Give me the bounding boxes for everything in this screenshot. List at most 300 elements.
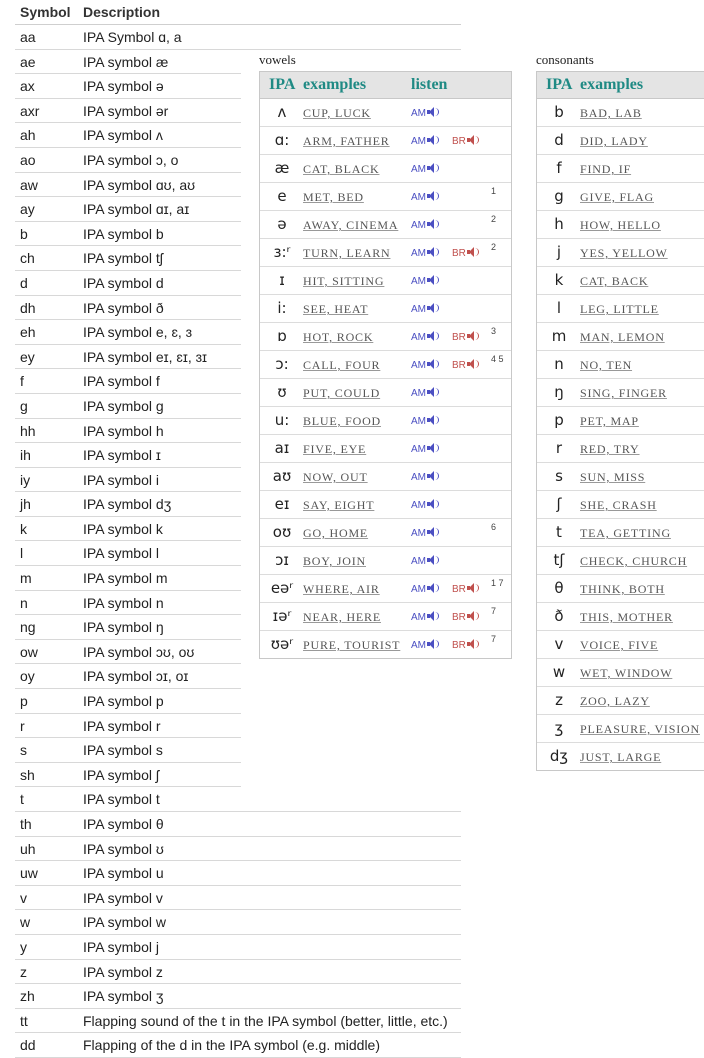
description-cell: IPA symbol ʊ xyxy=(83,840,164,857)
example-words[interactable]: LEG, LITTLE xyxy=(580,302,659,316)
symbol-cell: uw xyxy=(20,865,38,882)
description-cell: IPA symbol s xyxy=(83,742,163,759)
footnote-ref[interactable]: 4 5 xyxy=(491,354,504,364)
example-words[interactable]: YES, YELLOW xyxy=(580,246,668,260)
ipa-symbol: r xyxy=(555,439,563,457)
example-words[interactable]: NO, TEN xyxy=(580,358,633,372)
ipa-symbol: b xyxy=(554,103,564,121)
footnote-ref[interactable]: 2 xyxy=(491,214,497,224)
example-words[interactable]: PLEASURE, VISION xyxy=(580,722,700,736)
ipa-symbol: ð xyxy=(554,607,564,625)
am-label: AM xyxy=(411,360,426,371)
description-cell: IPA symbol dʒ xyxy=(83,496,172,513)
am-audio-button[interactable] xyxy=(411,611,438,623)
symbol-cell: l xyxy=(20,545,24,562)
example-words[interactable]: GIVE, FLAG xyxy=(580,190,654,204)
example-words[interactable]: SAY, EIGHT xyxy=(303,498,375,512)
example-words[interactable]: NOW, OUT xyxy=(303,470,368,484)
ipa-symbol: u: xyxy=(274,411,290,429)
ipa-symbol: ɪ xyxy=(279,271,285,289)
ipa-symbol: i: xyxy=(277,299,287,317)
consonant-row xyxy=(537,99,704,127)
example-words[interactable]: SING, FINGER xyxy=(580,386,667,400)
am-label: AM xyxy=(411,164,426,175)
am-audio-button[interactable] xyxy=(411,163,438,175)
description-cell: IPA symbol ɔ, o xyxy=(83,151,179,168)
ipa-symbol: f xyxy=(556,159,562,177)
ipa-symbol: aʊ xyxy=(272,467,292,485)
am-audio-button[interactable] xyxy=(411,527,438,539)
example-words[interactable]: CALL, FOUR xyxy=(303,358,381,372)
symbol-cell: hh xyxy=(20,422,36,439)
ipa-symbol: d xyxy=(554,131,564,149)
am-audio-button[interactable] xyxy=(411,247,438,259)
description-cell: IPA symbol θ xyxy=(83,816,164,832)
speaker-icon[interactable] xyxy=(467,639,478,649)
speaker-icon[interactable] xyxy=(467,331,478,341)
description-cell: IPA symbol ð xyxy=(83,299,164,316)
ipa-symbol: e xyxy=(277,187,287,205)
speaker-icon[interactable] xyxy=(427,387,438,397)
speaker-icon[interactable] xyxy=(427,191,438,201)
am-label: AM xyxy=(411,584,426,595)
symbol-cell: b xyxy=(20,225,28,242)
am-label: AM xyxy=(411,108,426,119)
footnote-ref[interactable]: 7 xyxy=(491,606,497,616)
symbol-cell: f xyxy=(20,373,24,390)
example-words[interactable]: SEE, HEAT xyxy=(303,302,369,316)
footnote-ref[interactable]: 7 xyxy=(491,634,497,644)
am-audio-button[interactable] xyxy=(411,415,438,427)
vowels-header xyxy=(260,72,511,99)
speaker-icon[interactable] xyxy=(467,247,478,257)
br-label: BR xyxy=(452,584,466,595)
ipa-symbol: v xyxy=(554,635,564,653)
ipa-symbol: eəʳ xyxy=(270,579,294,597)
table-row xyxy=(15,763,461,788)
vowel-row xyxy=(260,463,511,491)
description-cell: IPA symbol æ xyxy=(83,53,169,70)
example-words[interactable]: DID, LADY xyxy=(580,134,648,148)
consonant-row xyxy=(537,575,704,603)
example-words[interactable]: CHECK, CHURCH xyxy=(580,554,688,568)
consonant-row xyxy=(537,211,704,239)
am-label: AM xyxy=(411,612,426,623)
br-audio-button[interactable] xyxy=(452,331,478,343)
example-words[interactable]: CAT, BLACK xyxy=(303,162,380,176)
br-audio-button[interactable] xyxy=(452,639,478,651)
symbol-cell: sh xyxy=(20,766,35,783)
consonant-row xyxy=(537,603,704,631)
description-cell: IPA symbol ɑʊ, aʊ xyxy=(83,176,196,193)
description-cell: IPA symbol t xyxy=(83,791,160,808)
vowel-row xyxy=(260,631,511,658)
ipa-symbol: ɔɪ xyxy=(275,551,289,569)
vowels-title: vowels xyxy=(259,52,296,67)
consonant-row xyxy=(537,239,704,267)
consonants-ipa-header: IPA xyxy=(546,76,573,93)
ipa-symbol: ʒ xyxy=(554,719,564,737)
speaker-icon[interactable] xyxy=(427,443,438,453)
ipa-symbol: eɪ xyxy=(274,495,290,513)
example-words[interactable]: ARM, FATHER xyxy=(303,134,390,148)
speaker-icon[interactable] xyxy=(427,415,438,425)
example-words[interactable]: GO, HOME xyxy=(303,526,369,540)
ipa-symbol: oʊ xyxy=(272,523,292,541)
consonant-row xyxy=(537,491,704,519)
description-cell: IPA symbol ŋ xyxy=(83,619,164,636)
speaker-icon[interactable] xyxy=(427,135,438,145)
symbol-cell: jh xyxy=(20,496,31,513)
example-words[interactable]: PET, MAP xyxy=(580,414,639,428)
ipa-symbol: ɜ:ʳ xyxy=(273,243,291,261)
consonant-row xyxy=(537,323,704,351)
description-cell: IPA symbol g xyxy=(83,397,164,414)
description-cell: IPA symbol i xyxy=(83,471,159,488)
symbol-cell: m xyxy=(20,570,32,587)
description-cell: IPA symbol ə xyxy=(83,78,164,95)
example-words[interactable]: THINK, BOTH xyxy=(580,582,665,596)
table-row xyxy=(15,689,461,714)
speaker-icon[interactable] xyxy=(427,471,438,481)
example-words[interactable]: NEAR, HERE xyxy=(303,610,381,624)
am-audio-button[interactable] xyxy=(411,107,438,119)
speaker-icon[interactable] xyxy=(467,135,478,145)
description-cell: IPA symbol w xyxy=(83,914,166,931)
am-label: AM xyxy=(411,528,426,539)
description-cell: IPA symbol f xyxy=(83,373,160,390)
example-words[interactable]: WET, WINDOW xyxy=(580,666,673,680)
ipa-symbol: w xyxy=(552,663,566,681)
speaker-icon[interactable] xyxy=(427,583,438,593)
speaker-icon[interactable] xyxy=(427,611,438,621)
br-label: BR xyxy=(452,640,466,651)
footnote-ref[interactable]: 6 xyxy=(491,522,497,532)
ipa-symbol: tʃ xyxy=(553,551,565,569)
ipa-symbol: ʌ xyxy=(277,103,287,121)
vowel-row xyxy=(260,379,511,407)
footnote-ref[interactable]: 2 xyxy=(491,242,497,252)
symbol-cell: zh xyxy=(20,988,35,1005)
table-row xyxy=(15,1009,461,1034)
consonants-panel xyxy=(536,71,704,771)
symbol-cell: y xyxy=(20,938,27,955)
vowel-row xyxy=(260,407,511,435)
ipa-symbol: dʒ xyxy=(549,747,569,765)
am-label: AM xyxy=(411,192,426,203)
example-words[interactable]: BAD, LAB xyxy=(580,106,642,120)
symbol-cell: d xyxy=(20,274,28,291)
example-words[interactable]: TEA, GETTING xyxy=(580,526,671,540)
symbol-cell: aw xyxy=(20,176,38,193)
consonant-row xyxy=(537,295,704,323)
vowel-row xyxy=(260,267,511,295)
ipa-symbol: ʃ xyxy=(556,495,562,513)
example-words[interactable]: WHERE, AIR xyxy=(303,582,380,596)
br-audio-button[interactable] xyxy=(452,359,478,371)
ipa-symbol: z xyxy=(555,691,563,709)
speaker-icon[interactable] xyxy=(427,359,438,369)
description-cell: IPA symbol z xyxy=(83,963,163,980)
am-label: AM xyxy=(411,332,426,343)
example-words[interactable]: THIS, MOTHER xyxy=(580,610,673,624)
symbol-cell: iy xyxy=(20,471,31,488)
description-cell: IPA symbol b xyxy=(83,225,164,242)
description-cell: IPA Symbol ɑ, a xyxy=(83,29,182,45)
consonant-row xyxy=(537,435,704,463)
consonant-row xyxy=(537,547,704,575)
description-cell: IPA symbol p xyxy=(83,693,164,710)
description-cell: IPA symbol tʃ xyxy=(83,250,163,267)
table-row xyxy=(15,935,461,960)
example-words[interactable]: CUP, LUCK xyxy=(303,106,371,120)
am-label: AM xyxy=(411,556,426,567)
example-words[interactable]: BLUE, FOOD xyxy=(303,414,382,428)
footnote-ref[interactable]: 1 7 xyxy=(491,578,504,588)
vowel-row xyxy=(260,239,511,267)
symbol-cell: ch xyxy=(20,250,35,267)
vowel-row xyxy=(260,127,511,155)
table-row xyxy=(15,960,461,985)
example-words[interactable]: CAT, BACK xyxy=(580,274,649,288)
example-words[interactable]: JUST, LARGE xyxy=(580,750,662,764)
example-words[interactable]: MET, BED xyxy=(303,190,364,204)
description-cell: IPA symbol d xyxy=(83,274,164,291)
am-label: AM xyxy=(411,136,426,147)
symbol-cell: s xyxy=(20,742,27,759)
description-cell: IPA symbol h xyxy=(83,422,164,439)
am-audio-button[interactable] xyxy=(411,331,438,343)
footnote-ref[interactable]: 1 xyxy=(491,186,497,196)
description-cell: IPA symbol ʌ xyxy=(83,127,163,144)
consonant-row xyxy=(537,183,704,211)
description-cell: IPA symbol ɔɪ, oɪ xyxy=(83,668,189,685)
ipa-symbol: s xyxy=(555,467,563,485)
ipa-symbol: l xyxy=(556,299,562,317)
ipa-symbol: g xyxy=(554,187,564,205)
symbol-cell: axr xyxy=(20,102,40,119)
example-words[interactable]: PURE, TOURIST xyxy=(303,638,401,652)
speaker-icon[interactable] xyxy=(467,611,478,621)
symbol-cell: aa xyxy=(20,29,36,45)
am-label: AM xyxy=(411,388,426,399)
ipa-symbol: m xyxy=(551,327,567,345)
vowel-row xyxy=(260,351,511,379)
example-words[interactable]: AWAY, CINEMA xyxy=(303,218,399,232)
vowel-row xyxy=(260,323,511,351)
description-column-header: Description xyxy=(83,4,161,20)
vowel-row xyxy=(260,575,511,603)
br-label: BR xyxy=(452,612,466,623)
example-words[interactable]: HOT, ROCK xyxy=(303,330,374,344)
vowel-row xyxy=(260,435,511,463)
table-row xyxy=(15,861,461,886)
table-row xyxy=(15,886,461,911)
ipa-symbol: ɒ xyxy=(277,327,287,345)
example-words[interactable]: HIT, SITTING xyxy=(303,274,385,288)
description-cell: IPA symbol ɪ xyxy=(83,447,161,464)
example-words[interactable]: TURN, LEARN xyxy=(303,246,391,260)
footnote-ref[interactable]: 3 xyxy=(491,326,497,336)
description-cell: IPA symbol ɑɪ, aɪ xyxy=(83,201,190,218)
speaker-icon[interactable] xyxy=(427,555,438,565)
vowels-panel xyxy=(259,71,512,659)
example-words[interactable]: HOW, HELLO xyxy=(580,218,661,232)
symbol-cell: ao xyxy=(20,151,36,168)
symbol-cell: ae xyxy=(20,53,36,70)
speaker-icon[interactable] xyxy=(427,247,438,257)
description-cell: IPA symbol k xyxy=(83,520,163,537)
ipa-symbol: p xyxy=(554,411,564,429)
description-cell: IPA symbol ər xyxy=(83,102,169,119)
symbol-cell: tt xyxy=(20,1012,28,1029)
description-cell: IPA symbol ɔʊ, oʊ xyxy=(83,643,195,660)
symbol-cell: dd xyxy=(20,1037,36,1054)
am-label: AM xyxy=(411,640,426,651)
vowel-row xyxy=(260,211,511,239)
speaker-icon[interactable] xyxy=(467,359,478,369)
consonant-row xyxy=(537,687,704,715)
am-label: AM xyxy=(411,304,426,315)
symbol-cell: z xyxy=(20,963,27,980)
ipa-symbol: ə xyxy=(277,215,287,233)
br-audio-button[interactable] xyxy=(452,247,478,259)
ipa-symbol: aɪ xyxy=(274,439,290,457)
symbol-cell: ng xyxy=(20,619,36,636)
br-audio-button[interactable] xyxy=(452,611,478,623)
example-words[interactable]: VOICE, FIVE xyxy=(580,638,659,652)
vowels-listen-header: listen xyxy=(411,76,448,93)
am-audio-button[interactable] xyxy=(411,583,438,595)
consonant-row xyxy=(537,631,704,659)
br-label: BR xyxy=(452,332,466,343)
vowels-ipa-header: IPA xyxy=(269,76,296,93)
vowel-row xyxy=(260,99,511,127)
ipa-symbol: h xyxy=(554,215,564,233)
symbol-cell: ax xyxy=(20,78,35,95)
example-words[interactable]: ZOO, LAZY xyxy=(580,694,650,708)
description-cell: IPA symbol e, ɛ, ɜ xyxy=(83,324,193,341)
example-words[interactable]: RED, TRY xyxy=(580,442,640,456)
speaker-icon[interactable] xyxy=(427,275,438,285)
table-row xyxy=(15,25,461,50)
symbol-cell: ow xyxy=(20,643,38,660)
am-label: AM xyxy=(411,220,426,231)
vowel-row xyxy=(260,547,511,575)
ipa-symbol: θ xyxy=(554,579,564,597)
consonants-examples-header: examples xyxy=(580,76,644,93)
consonant-row xyxy=(537,519,704,547)
symbol-cell: ay xyxy=(20,201,35,218)
symbol-cell: ey xyxy=(20,348,35,365)
br-label: BR xyxy=(452,136,466,147)
example-words[interactable]: FIND, IF xyxy=(580,162,632,176)
example-words[interactable]: MAN, LEMON xyxy=(580,330,665,344)
am-audio-button[interactable] xyxy=(411,471,438,483)
vowel-row xyxy=(260,183,511,211)
symbol-cell: ah xyxy=(20,127,36,144)
symbol-cell: oy xyxy=(20,668,35,685)
ipa-symbol: j xyxy=(556,243,562,261)
consonant-row xyxy=(537,659,704,687)
ipa-symbol: ɪəʳ xyxy=(272,607,292,625)
description-cell: IPA symbol l xyxy=(83,545,159,562)
table-row xyxy=(15,812,461,837)
description-cell: IPA symbol m xyxy=(83,570,168,587)
am-audio-button[interactable] xyxy=(411,359,438,371)
consonant-row xyxy=(537,379,704,407)
ipa-symbol: t xyxy=(556,523,562,541)
example-words[interactable]: FIVE, EYE xyxy=(303,442,367,456)
table-row xyxy=(15,787,461,812)
description-cell: Flapping of the d in the IPA symbol (e.g. middle) xyxy=(83,1037,381,1054)
ipa-symbol: n xyxy=(554,355,564,373)
example-words[interactable]: BOY, JOIN xyxy=(303,554,366,568)
table-row xyxy=(15,984,461,1009)
am-audio-button[interactable] xyxy=(411,639,438,651)
example-words[interactable]: PUT, COULD xyxy=(303,386,381,400)
am-audio-button[interactable] xyxy=(411,555,438,567)
speaker-icon[interactable] xyxy=(427,499,438,509)
speaker-icon[interactable] xyxy=(427,303,438,313)
symbol-cell: dh xyxy=(20,299,36,316)
symbol-cell: p xyxy=(20,693,28,710)
speaker-icon[interactable] xyxy=(427,163,438,173)
speaker-icon[interactable] xyxy=(427,527,438,537)
consonants-header xyxy=(537,72,704,99)
am-audio-button[interactable] xyxy=(411,303,438,315)
am-audio-button[interactable] xyxy=(411,219,438,231)
am-audio-button[interactable] xyxy=(411,275,438,287)
consonant-row xyxy=(537,715,704,743)
am-audio-button[interactable] xyxy=(411,191,438,203)
am-audio-button[interactable] xyxy=(411,443,438,455)
symbol-cell: r xyxy=(20,717,25,734)
am-audio-button[interactable] xyxy=(411,387,438,399)
speaker-icon[interactable] xyxy=(467,583,478,593)
description-cell: IPA symbol r xyxy=(83,717,161,734)
example-words[interactable]: SHE, CRASH xyxy=(580,498,657,512)
speaker-icon[interactable] xyxy=(427,107,438,117)
speaker-icon[interactable] xyxy=(427,639,438,649)
description-cell: IPA symbol eɪ, ɛɪ, ɜɪ xyxy=(83,348,208,365)
example-words[interactable]: SUN, MISS xyxy=(580,470,646,484)
consonant-row xyxy=(537,155,704,183)
description-cell: IPA symbol n xyxy=(83,594,164,611)
symbol-cell: k xyxy=(20,520,27,537)
symbol-cell: g xyxy=(20,397,28,414)
br-audio-button[interactable] xyxy=(452,135,478,147)
symbol-cell: n xyxy=(20,594,28,611)
table-row xyxy=(15,664,461,689)
br-label: BR xyxy=(452,360,466,371)
speaker-icon[interactable] xyxy=(427,219,438,229)
am-audio-button[interactable] xyxy=(411,135,438,147)
ipa-symbol: ʊəʳ xyxy=(270,635,294,653)
am-audio-button[interactable] xyxy=(411,499,438,511)
consonant-row xyxy=(537,743,704,770)
table-row xyxy=(15,738,461,763)
ipa-symbol: ŋ xyxy=(554,383,564,401)
symbol-cell: w xyxy=(20,914,31,931)
speaker-icon[interactable] xyxy=(427,331,438,341)
am-label: AM xyxy=(411,472,426,483)
vowel-row xyxy=(260,295,511,323)
table-row xyxy=(15,1033,461,1058)
br-audio-button[interactable] xyxy=(452,583,478,595)
symbol-cell: th xyxy=(20,816,32,832)
description-cell: IPA symbol ʃ xyxy=(83,766,159,783)
